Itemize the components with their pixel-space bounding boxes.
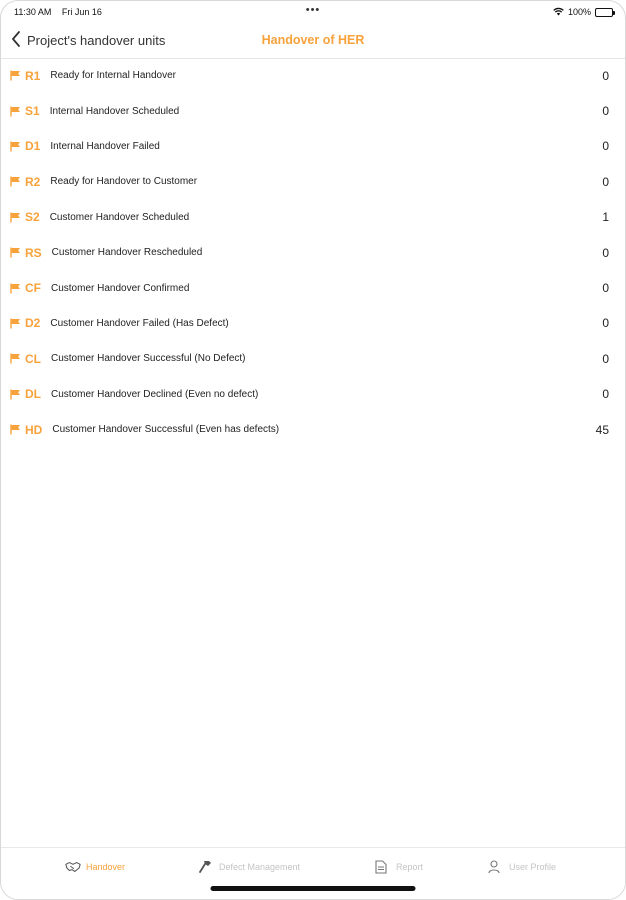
hammer-icon xyxy=(198,860,214,874)
flag-icon xyxy=(10,212,21,223)
list-item[interactable] xyxy=(1,164,625,199)
status-code: D2 xyxy=(25,316,41,331)
tab-report[interactable] xyxy=(375,860,423,874)
status-date: Fri Jun 16 xyxy=(61,7,102,17)
status-code: CF xyxy=(25,281,41,296)
flag-icon xyxy=(10,283,21,294)
status-label: Customer Handover Successful (No Defect) xyxy=(51,353,246,365)
status-count: 0 xyxy=(602,351,609,366)
status-code: R1 xyxy=(25,68,41,83)
status-count: 45 xyxy=(595,422,609,437)
tab-bar xyxy=(1,847,625,899)
list-item[interactable] xyxy=(1,129,625,164)
status-code: S1 xyxy=(25,104,40,119)
flag-icon xyxy=(10,318,21,329)
list-item[interactable] xyxy=(1,93,625,128)
status-count: 0 xyxy=(602,104,609,119)
document-icon xyxy=(375,860,391,874)
status-code: HD xyxy=(25,422,43,437)
wifi-icon xyxy=(553,7,564,18)
status-label: Customer Handover Rescheduled xyxy=(51,247,203,259)
flag-icon xyxy=(10,106,21,117)
list-item[interactable] xyxy=(1,412,625,447)
user-icon xyxy=(488,860,504,874)
back-label: Project's handover units xyxy=(27,33,166,48)
status-label: Ready for Internal Handover xyxy=(50,70,176,82)
tab-defect-management[interactable] xyxy=(198,860,300,874)
page-title: Handover of HER xyxy=(261,33,365,47)
multitask-dots[interactable]: ••• xyxy=(305,4,321,16)
status-count: 0 xyxy=(602,139,609,154)
status-left xyxy=(14,7,110,17)
status-label: Internal Handover Failed xyxy=(50,140,160,152)
status-label: Customer Handover Declined (Even no defect) xyxy=(51,388,259,400)
flag-icon xyxy=(10,424,21,435)
status-label: Customer Handover Failed (Has Defect) xyxy=(50,317,229,329)
status-count: 0 xyxy=(602,68,609,83)
status-list xyxy=(1,58,625,447)
battery-percent: 100% xyxy=(567,7,591,17)
list-item[interactable] xyxy=(1,306,625,341)
status-label: Customer Handover Confirmed xyxy=(51,282,190,294)
status-label: Customer Handover Scheduled xyxy=(49,211,190,223)
flag-icon xyxy=(10,70,21,81)
status-count: 0 xyxy=(602,316,609,331)
battery-icon xyxy=(595,8,613,17)
list-item[interactable] xyxy=(1,200,625,235)
tab-label: Defect Management xyxy=(219,862,301,872)
tab-label: Handover xyxy=(86,862,126,872)
flag-icon xyxy=(10,353,21,364)
home-indicator[interactable] xyxy=(211,886,416,891)
list-item[interactable] xyxy=(1,270,625,305)
status-count: 1 xyxy=(602,210,609,225)
flag-icon xyxy=(10,389,21,400)
status-code: DL xyxy=(25,387,41,402)
status-code: RS xyxy=(25,245,42,260)
list-item[interactable] xyxy=(1,235,625,270)
handshake-icon xyxy=(65,860,81,874)
status-count: 0 xyxy=(602,281,609,296)
tab-label: User Profile xyxy=(509,862,557,872)
tab-label: Report xyxy=(396,862,424,872)
flag-icon xyxy=(10,141,21,152)
status-code: R2 xyxy=(25,174,41,189)
status-time: 11:30 AM xyxy=(14,7,52,17)
status-code: D1 xyxy=(25,139,41,154)
status-right xyxy=(553,7,613,18)
status-label: Ready for Handover to Customer xyxy=(50,176,198,188)
status-label: Internal Handover Scheduled xyxy=(49,105,180,117)
flag-icon xyxy=(10,176,21,187)
list-item[interactable] xyxy=(1,377,625,412)
tab-user-profile[interactable] xyxy=(488,860,556,874)
status-count: 0 xyxy=(602,174,609,189)
status-count: 0 xyxy=(602,245,609,260)
tab-handover[interactable] xyxy=(65,860,125,874)
status-count: 0 xyxy=(602,387,609,402)
navigation-bar xyxy=(1,23,625,59)
list-item[interactable] xyxy=(1,341,625,376)
status-code: CL xyxy=(25,351,41,366)
flag-icon xyxy=(10,247,21,258)
status-bar xyxy=(1,1,625,23)
status-label: Customer Handover Successful (Even has defects) xyxy=(52,424,280,436)
status-code: S2 xyxy=(25,210,40,225)
list-item[interactable] xyxy=(1,58,625,93)
